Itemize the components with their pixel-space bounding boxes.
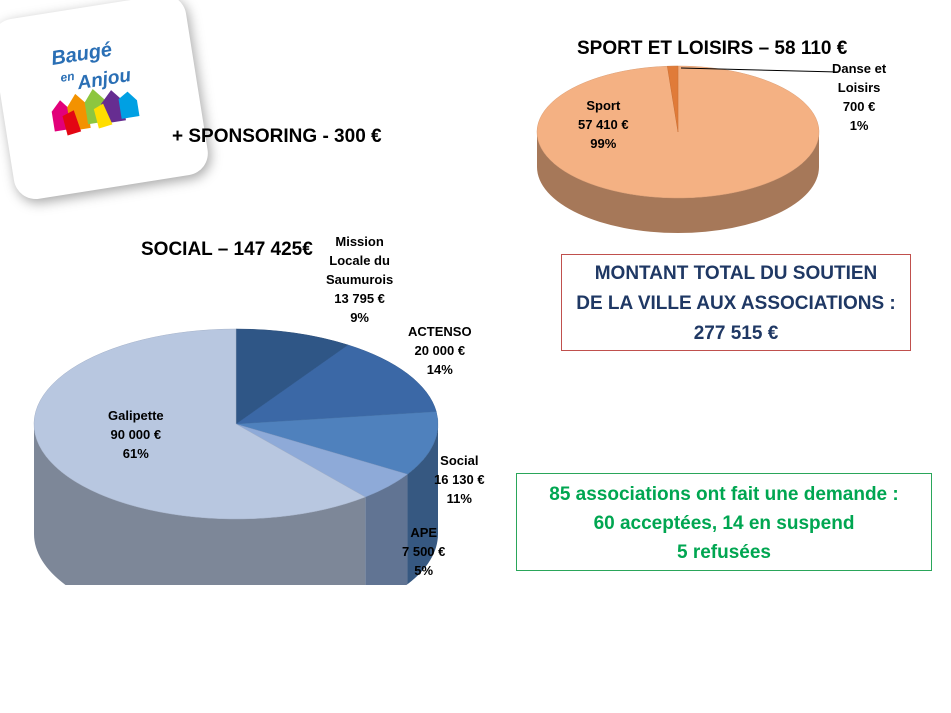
- logo-text-2: en: [59, 68, 76, 85]
- slice-label-ape: APE 7 500 € 5%: [402, 525, 446, 578]
- sponsoring-text: + SPONSORING - 300 €: [172, 126, 382, 147]
- total-line-3: 277 515 €: [693, 323, 779, 344]
- total-support-box: [561, 254, 911, 351]
- sport-pie-chart: [520, 60, 840, 240]
- slice-label-social: Social 16 130 € 11%: [434, 453, 485, 506]
- logo-text-1: Baugé: [49, 38, 114, 70]
- sport-chart-title: SPORT ET LOISIRS – 58 110 €: [577, 38, 848, 59]
- assoc-line-3: 5 refusées: [676, 542, 771, 563]
- logo-card: [0, 0, 211, 202]
- slice-label-sport: Sport 57 410 € 99%: [578, 98, 629, 151]
- total-line-2: DE LA VILLE AUX ASSOCIATIONS :: [576, 293, 896, 314]
- logo-graphic: [0, 0, 211, 202]
- total-line-1: MONTANT TOTAL DU SOUTIEN: [594, 263, 878, 284]
- assoc-line-2: 60 acceptées, 14 en suspend: [593, 513, 855, 534]
- logo-text-3: Anjou: [76, 65, 133, 95]
- assoc-line-1: 85 associations ont fait une demande :: [549, 484, 899, 505]
- slice-label-actenso: ACTENSO 20 000 € 14%: [408, 324, 472, 377]
- slice-label-galipette: Galipette 90 000 € 61%: [108, 408, 164, 461]
- social-chart-title: SOCIAL – 147 425€: [141, 239, 313, 260]
- associations-summary-box: [516, 473, 932, 571]
- slice-label-mission-locale: Mission Locale du Saumurois 13 795 € 9%: [326, 234, 394, 325]
- slice-label-danse: Danse et Loisirs 700 € 1%: [832, 61, 887, 133]
